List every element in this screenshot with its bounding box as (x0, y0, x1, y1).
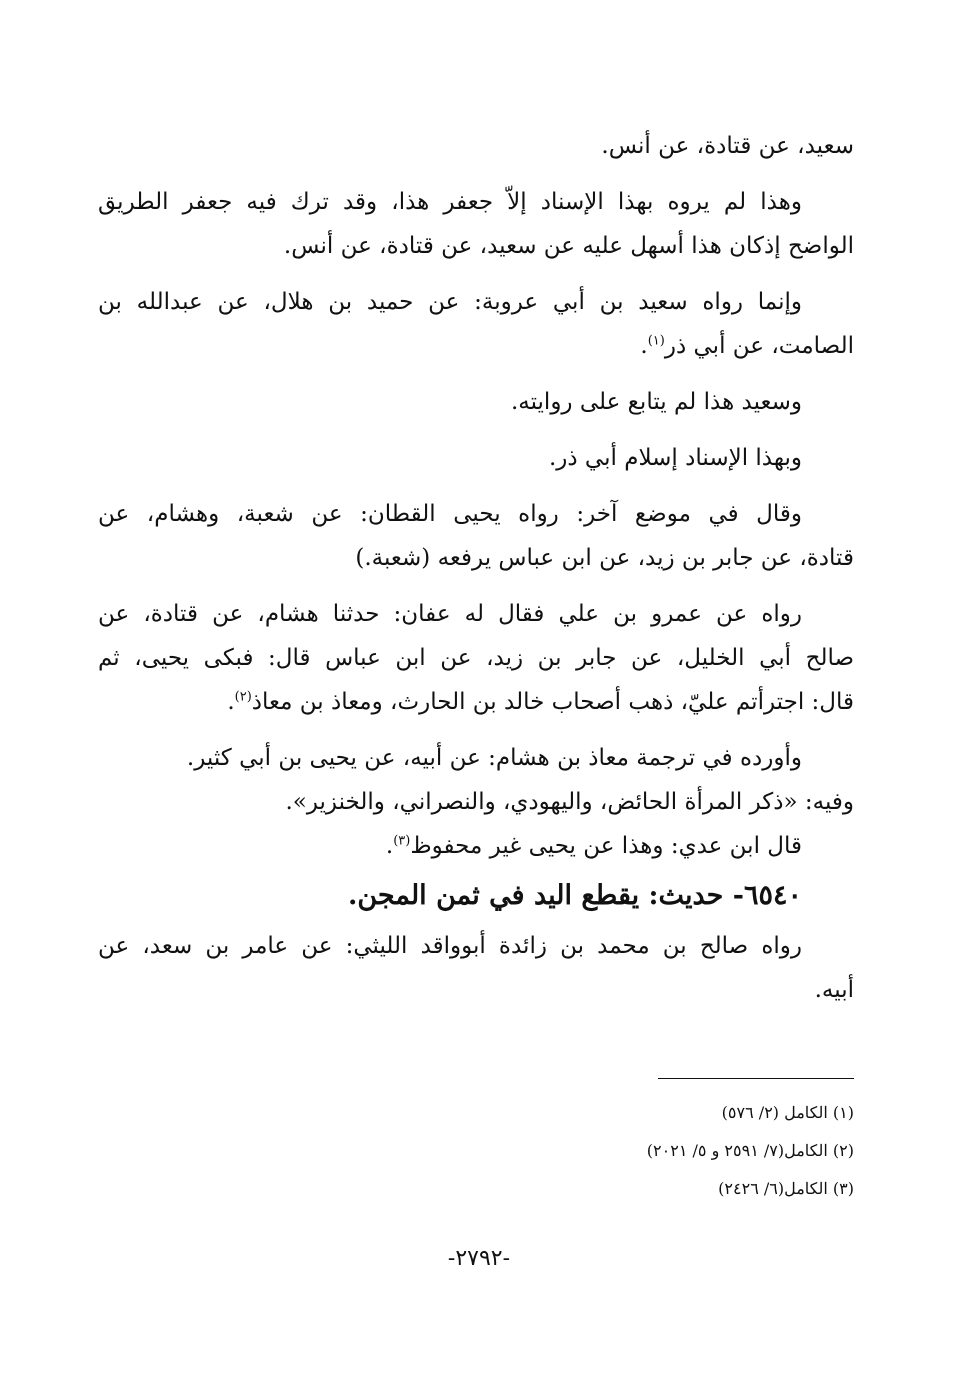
footnote: (١) الكامل (٢/ ٥٧٦) (721, 1103, 854, 1122)
text-line: قتادة، عن جابر بن زيد، عن ابن عباس يرفعه (شعبة.) (355, 545, 854, 571)
text-line: أبيه. (814, 977, 854, 1003)
footnote-ref: (١) (647, 333, 665, 349)
hadith-heading: ٦٥٤٠- حديث: يقطع اليد في ثمن المجن. (347, 880, 802, 911)
text-line: وهذا لم يروه بهذا الإسناد إلاّ جعفر هذا، وقد ترك فيه جعفر الطريق (98, 189, 802, 215)
footnote: (٢) الكامل(٧/ ٢٥٩١ و ٥/ ٢٠٢١) (646, 1141, 854, 1160)
text-segment: . (640, 333, 648, 359)
text-segment: قال ابن عدي: وهذا عن يحيى غير محفوظ (410, 833, 802, 859)
text-line (98, 824, 854, 868)
page-number: -٢٧٩٢- (447, 1246, 511, 1271)
footnote-ref: (٣) (393, 833, 411, 849)
text-line: رواه صالح بن محمد بن زائدة أبوواقد الليثي: عن عامر بن سعد، عن (98, 933, 802, 959)
footnote: (٣) الكامل(٦/ ٢٤٢٦) (718, 1179, 854, 1198)
text-line: وأورده في ترجمة معاذ بن هشام: عن أبيه، عن يحيى بن أبي كثير. (186, 745, 802, 771)
footnotes (554, 1094, 854, 1208)
footnote-ref: (٢) (234, 689, 252, 705)
text-segment: . (227, 689, 235, 715)
text-line: وقال في موضع آخر: رواه يحيى القطان: عن شعبة، وهشام، عن (98, 501, 802, 527)
text-segment: . (385, 833, 394, 859)
text-line: وفيه: «ذكر المرأة الحائض، واليهودي، والنصراني، والخنزير». (285, 789, 854, 815)
text-segment: الصامت، عن أبي ذر (664, 333, 854, 359)
text-line: وسعيد هذا لم يتابع على روايته. (510, 389, 802, 415)
footnote-separator (658, 1078, 854, 1079)
text-line: وبهذا الإسناد إسلام أبي ذر. (548, 445, 802, 471)
main-text (98, 124, 854, 1012)
text-segment: قال: اجترأتم عليّ، ذهب أصحاب خالد بن الحارث، ومعاذ بن معاذ (251, 689, 854, 715)
text-line: سعيد، عن قتادة، عن أنس. (601, 133, 854, 159)
text-line: صالح أبي الخليل، عن جابر بن زيد، عن ابن عباس قال: فبكى يحيى، ثم (98, 645, 854, 671)
text-line (98, 680, 854, 724)
text-line: الواضح إذكان هذا أسهل عليه عن سعيد، عن قتادة، عن أنس. (283, 233, 854, 259)
text-line (98, 324, 854, 368)
text-line: وإنما رواه سعيد بن أبي عروبة: عن حميد بن هلال، عن عبدالله بن (98, 289, 802, 315)
text-line: رواه عن عمرو بن علي فقال له عفان: حدثنا هشام، عن قتادة، عن (98, 601, 802, 627)
